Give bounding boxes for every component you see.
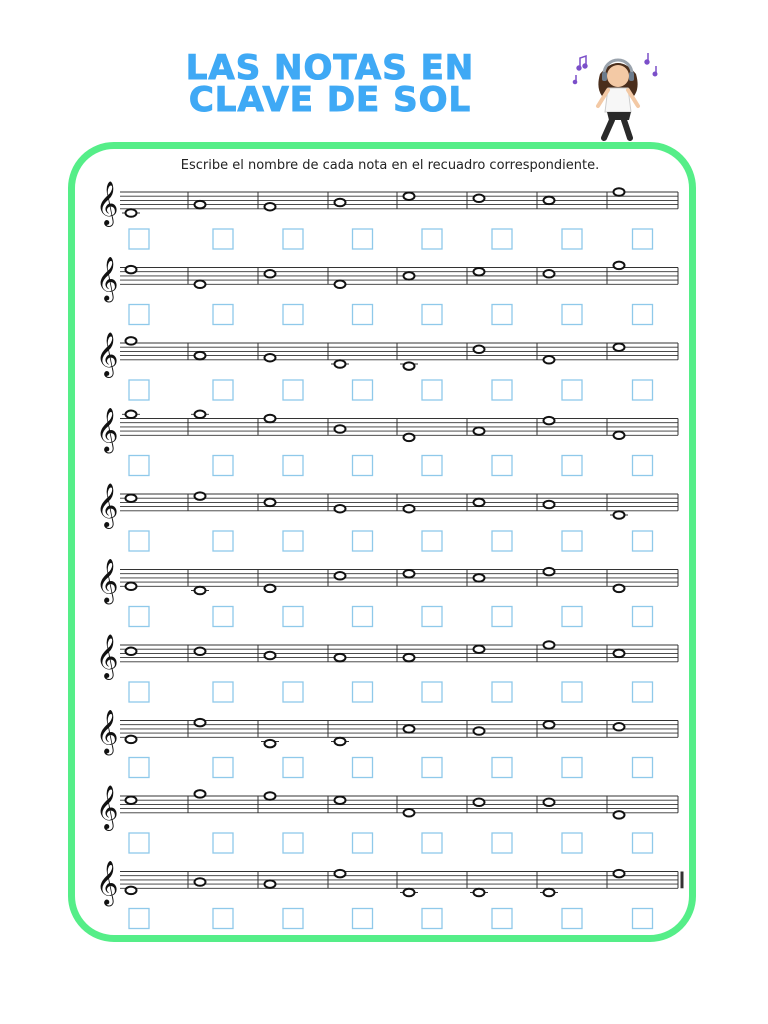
answer-box[interactable] [283,607,303,627]
whole-note [126,887,137,895]
answer-box[interactable] [422,229,442,249]
answer-box[interactable] [492,305,512,325]
whole-note [195,648,206,656]
note [614,650,625,658]
answer-box[interactable] [283,682,303,702]
answer-box[interactable] [129,833,149,853]
staff-row [96,785,678,853]
note [474,645,485,653]
whole-note [404,505,415,513]
whole-note [126,209,137,217]
note [265,203,276,211]
note [404,434,415,442]
whole-note [404,809,415,817]
whole-note [614,585,625,593]
whole-note [544,356,555,364]
answer-box[interactable] [283,909,303,929]
whole-note [614,262,625,270]
answer-box[interactable] [129,758,149,778]
whole-note [544,197,555,205]
whole-note [126,337,137,345]
whole-note [265,415,276,423]
answer-box[interactable] [492,682,512,702]
answer-box[interactable] [283,456,303,476]
whole-note [544,270,555,278]
note [544,356,555,364]
answer-box[interactable] [422,531,442,551]
whole-note [404,362,415,370]
answer-box[interactable] [129,531,149,551]
answer-box[interactable] [492,833,512,853]
note [614,188,625,196]
whole-note [404,725,415,733]
note [191,587,209,595]
note [470,889,488,897]
note [265,652,276,660]
whole-note [544,501,555,509]
whole-note [474,499,485,507]
note [195,492,206,500]
note [474,574,485,582]
answer-box[interactable] [422,380,442,400]
answer-box[interactable] [353,229,373,249]
whole-note [474,427,485,435]
whole-note [474,889,485,897]
note [544,197,555,205]
note [265,499,276,507]
whole-note [404,654,415,662]
treble-clef-icon: 𝄞 [96,180,119,225]
note [126,494,137,502]
answer-box[interactable] [213,909,233,929]
whole-note [195,587,206,595]
note [614,870,625,878]
note [614,262,625,270]
note [265,880,276,888]
answer-box[interactable] [562,682,582,702]
treble-clef-icon: 𝄞 [96,860,119,905]
whole-note [335,425,346,433]
whole-note [265,354,276,362]
answer-box[interactable] [129,305,149,325]
whole-note [614,343,625,351]
whole-note [195,201,206,209]
staff-row [96,407,678,475]
answer-box[interactable] [633,456,653,476]
note [614,432,625,440]
note [404,809,415,817]
note [331,738,349,746]
note [195,790,206,798]
whole-note [544,799,555,807]
note [544,799,555,807]
note [195,352,206,360]
note [335,281,346,289]
answer-box[interactable] [353,456,373,476]
whole-note [474,727,485,735]
note [404,654,415,662]
whole-note [614,870,625,878]
note [335,796,346,804]
whole-note [195,352,206,360]
treble-clef-icon: 𝄞 [96,256,119,301]
answer-box[interactable] [129,229,149,249]
answer-box[interactable] [562,305,582,325]
answer-box[interactable] [129,607,149,627]
answer-box[interactable] [492,456,512,476]
answer-box[interactable] [422,456,442,476]
whole-note [544,417,555,425]
note [614,585,625,593]
note [126,887,137,895]
answer-box[interactable] [353,682,373,702]
answer-box[interactable] [353,531,373,551]
whole-note [404,570,415,578]
whole-note [335,654,346,662]
answer-box[interactable] [633,833,653,853]
whole-note [544,641,555,649]
note [610,511,628,519]
answer-box[interactable] [283,531,303,551]
whole-note [614,432,625,440]
answer-box[interactable] [492,229,512,249]
whole-note [335,738,346,746]
whole-note [404,192,415,200]
whole-note [126,796,137,804]
note [195,648,206,656]
staff-row [96,709,678,777]
treble-clef-icon: 𝄞 [96,709,119,754]
whole-note [335,199,346,207]
note [195,201,206,209]
answer-box[interactable] [562,833,582,853]
note [474,727,485,735]
note [331,360,349,368]
answer-box[interactable] [283,833,303,853]
note [122,209,140,217]
whole-note [126,736,137,744]
whole-note [265,740,276,748]
staff-row [96,558,678,626]
whole-note [265,792,276,800]
answer-box[interactable] [283,305,303,325]
whole-note [265,585,276,593]
note [544,417,555,425]
answer-box[interactable] [213,456,233,476]
whole-note [335,360,346,368]
treble-clef-icon: 𝄞 [96,407,119,452]
answer-box[interactable] [213,305,233,325]
whole-note [404,434,415,442]
answer-box[interactable] [353,833,373,853]
note [195,719,206,727]
note [126,736,137,744]
note [126,796,137,804]
note [265,792,276,800]
whole-note [195,492,206,500]
note [544,270,555,278]
note [265,270,276,278]
note [400,362,418,370]
staff-row [96,634,678,702]
note [474,268,485,276]
answer-box[interactable] [492,607,512,627]
answer-box[interactable] [283,758,303,778]
answer-box[interactable] [492,531,512,551]
whole-note [335,796,346,804]
whole-note [265,880,276,888]
answer-box[interactable] [129,909,149,929]
whole-note [195,411,206,419]
note [474,346,485,354]
answer-box[interactable] [353,305,373,325]
answer-box[interactable] [283,380,303,400]
whole-note [474,268,485,276]
staff-row [96,181,678,249]
whole-note [335,505,346,513]
whole-note [195,719,206,727]
note [474,427,485,435]
whole-note [544,721,555,729]
answer-box[interactable] [422,682,442,702]
whole-note [544,568,555,576]
note [126,266,137,274]
whole-note [474,346,485,354]
note [614,811,625,819]
treble-clef-icon: 𝄞 [96,558,119,603]
treble-clef-icon: 𝄞 [96,482,119,527]
answer-box[interactable] [492,909,512,929]
staff-row [96,332,678,400]
answer-box[interactable] [633,531,653,551]
note [335,572,346,580]
treble-clef-icon: 𝄞 [96,784,119,829]
note [614,343,625,351]
answer-box[interactable] [562,531,582,551]
title-line-2: CLAVE DE SOL [188,80,472,120]
answer-box[interactable] [562,909,582,929]
answer-box[interactable] [633,607,653,627]
note [265,415,276,423]
whole-note [195,281,206,289]
whole-note [474,799,485,807]
whole-note [404,272,415,280]
answer-box[interactable] [562,380,582,400]
whole-note [614,511,625,519]
note [335,505,346,513]
answer-box[interactable] [129,380,149,400]
note [126,337,137,345]
note [191,411,209,419]
note [474,195,485,203]
whole-note [335,572,346,580]
whole-note [335,870,346,878]
answer-box[interactable] [353,758,373,778]
answer-box[interactable] [353,380,373,400]
whole-note [614,650,625,658]
answer-box[interactable] [633,305,653,325]
note [400,889,418,897]
answer-box[interactable] [213,531,233,551]
note [265,585,276,593]
answer-box[interactable] [213,607,233,627]
instructions-text: Escribe el nombre de cada nota en el recuadro correspondiente. [180,158,600,173]
note [126,648,137,656]
note [544,641,555,649]
whole-note [126,583,137,591]
answer-box[interactable] [562,607,582,627]
staff-row [96,860,682,928]
answer-box[interactable] [562,229,582,249]
title-line-1: LAS NOTAS EN [185,48,475,88]
answer-box[interactable] [422,607,442,627]
whole-note [335,281,346,289]
whole-note [126,648,137,656]
whole-note [265,499,276,507]
answer-box[interactable] [353,607,373,627]
answer-box[interactable] [422,909,442,929]
note [265,354,276,362]
whole-note [474,574,485,582]
answer-box[interactable] [213,758,233,778]
note [335,425,346,433]
whole-note [614,188,625,196]
answer-box[interactable] [562,758,582,778]
whole-note [474,195,485,203]
note [126,583,137,591]
answer-box[interactable] [562,456,582,476]
answer-box[interactable] [422,758,442,778]
note [544,501,555,509]
answer-box[interactable] [129,682,149,702]
note [195,878,206,886]
whole-note [544,889,555,897]
note [335,654,346,662]
answer-box[interactable] [633,229,653,249]
note [614,723,625,731]
note [335,199,346,207]
note [544,721,555,729]
answer-box[interactable] [213,682,233,702]
answer-box[interactable] [213,229,233,249]
answer-box[interactable] [353,909,373,929]
whole-note [265,652,276,660]
whole-note [265,203,276,211]
staff-row [96,256,678,324]
answer-box[interactable] [213,833,233,853]
answer-box[interactable] [633,682,653,702]
note [404,725,415,733]
note [404,570,415,578]
note [122,411,140,419]
note [335,870,346,878]
whole-note [195,790,206,798]
treble-clef-icon: 𝄞 [96,331,119,376]
answer-box[interactable] [422,305,442,325]
whole-note [404,889,415,897]
whole-note [614,723,625,731]
note [261,740,279,748]
whole-note [265,270,276,278]
answer-box[interactable] [492,758,512,778]
whole-note [195,878,206,886]
answer-box[interactable] [129,456,149,476]
whole-note [126,266,137,274]
answer-box[interactable] [422,833,442,853]
whole-note [614,811,625,819]
note [544,568,555,576]
note [404,272,415,280]
note [474,499,485,507]
note [404,192,415,200]
staff-row [96,483,678,551]
note [474,799,485,807]
answer-box[interactable] [492,380,512,400]
whole-note [126,494,137,502]
whole-note [126,411,137,419]
treble-clef-icon: 𝄞 [96,633,119,678]
note [540,889,558,897]
answer-box[interactable] [633,758,653,778]
note [195,281,206,289]
answer-box[interactable] [213,380,233,400]
whole-note [474,645,485,653]
answer-box[interactable] [633,380,653,400]
note [404,505,415,513]
answer-box[interactable] [283,229,303,249]
answer-box[interactable] [633,909,653,929]
